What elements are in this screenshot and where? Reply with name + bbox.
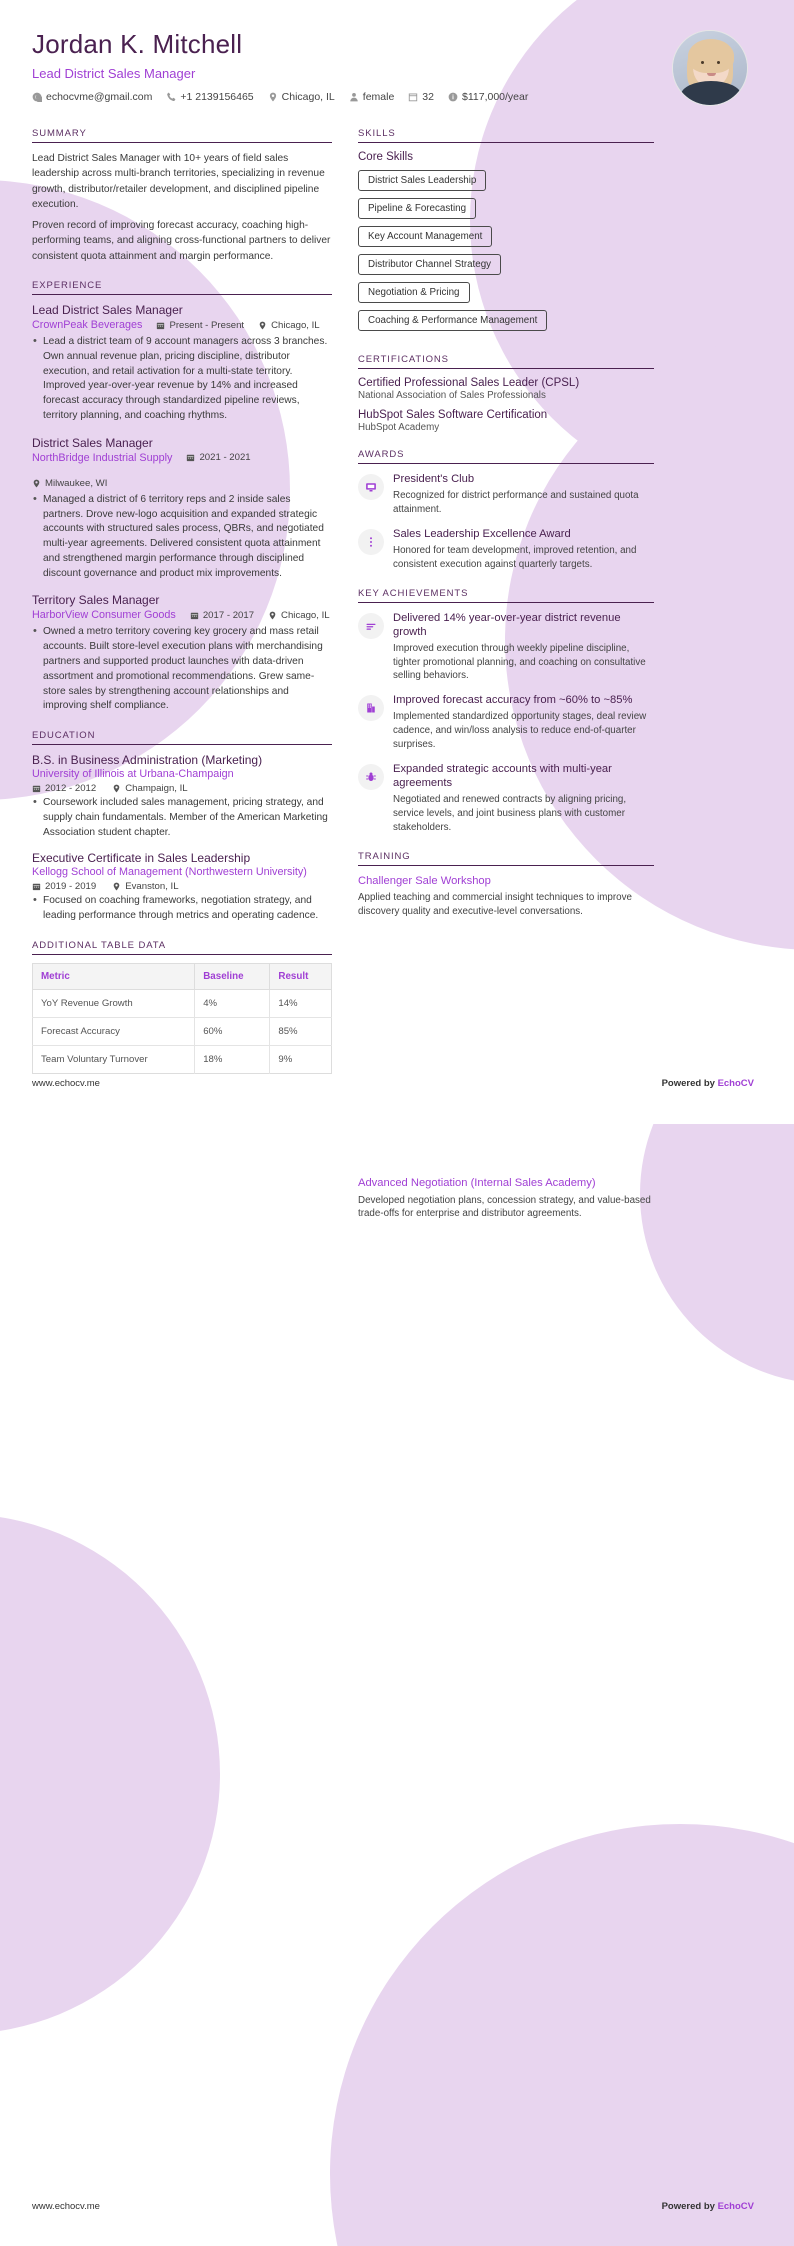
section-divider — [32, 294, 332, 295]
location-icon — [112, 882, 121, 891]
calendar-icon — [190, 611, 199, 620]
section-divider — [358, 142, 654, 143]
location-icon — [268, 611, 277, 620]
training-name[interactable]: Advanced Negotiation (Internal Sales Academy) — [358, 1177, 596, 1189]
footer-brand: EchoCV — [717, 2201, 754, 2212]
certifications-section-title: CERTIFICATIONS — [358, 354, 449, 365]
job-location — [32, 478, 107, 489]
experience-item — [32, 593, 332, 714]
table-column-header: Metric — [33, 964, 195, 990]
calendar-icon — [408, 92, 418, 102]
education-degree: Executive Certificate in Sales Leadership — [32, 851, 251, 866]
key-achievements-section — [358, 588, 654, 835]
additional-table-section — [32, 940, 332, 1074]
table-cell: Team Voluntary Turnover — [33, 1046, 195, 1074]
contact-email-text: echocvme@gmail.com — [46, 90, 153, 103]
table-row — [33, 1018, 332, 1046]
education-location-text: Champaign, IL — [125, 783, 188, 795]
dots-vertical-icon — [358, 529, 384, 555]
page-footer — [32, 2201, 754, 2212]
avatar — [672, 30, 748, 106]
award-item — [358, 527, 654, 572]
section-divider — [358, 368, 654, 369]
table-cell: 4% — [195, 990, 270, 1018]
certifications-section — [358, 354, 654, 433]
job-location-text: Chicago, IL — [281, 609, 330, 621]
job-bullet: • Owned a metro territory covering key grocery and mass retail accounts. Built store-level execution plans with merchandising partners and supported product launches with data-driven assortment and promotional recommendations. Grew same-store sales by strengthening account relationships and improving shelf compliance. — [32, 625, 332, 714]
location-icon — [258, 321, 267, 330]
contact-phone-text: +1 2139156465 — [180, 90, 254, 103]
skill-chip[interactable]: Negotiation & Pricing — [358, 282, 470, 303]
job-dates — [186, 452, 250, 463]
location-icon — [32, 479, 41, 488]
experience-section — [32, 280, 332, 714]
contact-email[interactable] — [32, 91, 152, 103]
job-location — [268, 610, 330, 621]
bug-icon — [358, 764, 384, 790]
calendar-icon — [32, 882, 41, 891]
table-cell: Forecast Accuracy — [33, 1018, 195, 1046]
achievement-name: Delivered 14% year-over-year district revenue growth — [393, 611, 621, 638]
training-name[interactable]: Challenger Sale Workshop — [358, 874, 491, 887]
job-company[interactable]: CrownPeak Beverages — [32, 319, 143, 332]
contact-salary-text: $117,000/year — [461, 90, 529, 103]
left-column — [32, 128, 332, 1090]
training-item — [358, 874, 654, 919]
page-title: Jordan K. Mitchell — [32, 29, 243, 59]
job-role-subtitle: Lead District Sales Manager — [32, 65, 196, 81]
award-description: Recognized for district performance and sustained quota attainment. — [393, 490, 639, 515]
contact-age — [408, 91, 434, 103]
building-icon — [358, 695, 384, 721]
skill-chip[interactable]: Coaching & Performance Management — [358, 310, 547, 331]
page-footer — [32, 1078, 754, 1089]
decorative-blob — [0, 1514, 220, 2034]
decorative-blob — [330, 1824, 794, 2246]
achievement-name: Improved forecast accuracy from ~60% to ~85% — [393, 694, 633, 707]
job-title: District Sales Manager — [32, 435, 153, 450]
education-location — [112, 881, 178, 892]
table-row — [33, 990, 332, 1018]
table-cell: 85% — [270, 1018, 332, 1046]
footer-brand: EchoCV — [717, 1078, 754, 1089]
contact-location — [268, 91, 335, 103]
footer-powered-by — [662, 1078, 754, 1089]
award-item — [358, 472, 654, 517]
summary-paragraph: Proven record of improving forecast accuracy, coaching high-performing teams, and aligning cross-functional partners to deliver consistent quota attainment and margin performance. — [32, 220, 331, 262]
contact-age-text: 32 — [422, 90, 434, 103]
job-location — [258, 320, 320, 331]
experience-item — [32, 436, 332, 582]
table-cell: 18% — [195, 1046, 270, 1074]
section-divider — [32, 954, 332, 955]
education-item — [32, 753, 332, 840]
table-section-title: ADDITIONAL TABLE DATA — [32, 940, 166, 952]
section-divider — [32, 744, 332, 745]
certification-org: HubSpot Academy — [358, 422, 440, 433]
section-divider — [358, 602, 654, 603]
job-bullets — [32, 335, 332, 424]
education-section-title: EDUCATION — [32, 730, 96, 742]
skills-subheading: Core Skills — [358, 151, 413, 163]
table-cell: 14% — [270, 990, 332, 1018]
footer-powered-prefix: Powered by — [661, 2201, 718, 2212]
section-divider — [32, 142, 332, 143]
key-achievements-section-title: KEY ACHIEVEMENTS — [358, 587, 469, 599]
skill-chip[interactable]: Key Account Management — [358, 226, 492, 247]
job-bullet: • Managed a district of 6 territory reps and 2 inside sales partners. Drove new-logo acquisition and expanded strategic accounts with structured sales process, QBRs, and negotiated multi-year agreements. Delivered consistent quota attainment and strengthened margin performance through disciplined discount governance and product mix improvements. — [32, 493, 332, 582]
table-cell: YoY Revenue Growth — [33, 990, 195, 1018]
training-description: Applied teaching and commercial insight techniques to improve discovery quality and executive-level conversations. — [358, 892, 632, 918]
table-cell: 9% — [278, 1054, 293, 1066]
award-description: Honored for team development, improved retention, and consistent execution against quarterly targets. — [393, 544, 637, 570]
certification-org: National Association of Sales Professionals — [358, 390, 546, 401]
certification-name: Certified Professional Sales Leader (CPSL) — [358, 377, 580, 389]
footer-website[interactable]: www.echocv.me — [32, 1078, 100, 1089]
skills-list — [358, 170, 654, 338]
job-company[interactable]: HarborView Consumer Goods — [32, 609, 176, 622]
skill-chip[interactable]: Pipeline & Forecasting — [358, 198, 476, 219]
education-location-text: Evanston, IL — [125, 881, 179, 893]
achievement-item — [358, 762, 654, 835]
experience-section-title: EXPERIENCE — [32, 280, 103, 292]
job-bullet: • Lead a district team of 9 account managers across 3 branches. Own annual revenue plan, pricing discipline, distributor execution, and retail activation for a multi-state territory. Improved year-over-year revenue by 14% and increased forecast accuracy through standardized pipeline reviews, territory planning, and coaching rhythms. — [32, 335, 332, 424]
awards-section — [358, 449, 654, 572]
table-column-header: Baseline — [195, 964, 270, 990]
achievement-text — [393, 693, 654, 752]
job-dates — [156, 320, 244, 331]
education-bullet: • Focused on coaching frameworks, negotiation strategy, and leading performance through metrics and operating cadence. — [32, 894, 332, 924]
contact-gender — [349, 91, 395, 103]
awards-section-title: AWARDS — [358, 449, 405, 460]
award-name: President's Club — [393, 473, 475, 485]
achievement-text — [393, 762, 654, 835]
job-dates-text: 2017 - 2017 — [202, 609, 255, 621]
summary-section — [32, 128, 332, 264]
footer-powered-prefix: Powered by — [661, 1078, 718, 1089]
person-icon — [349, 92, 359, 102]
award-name: Sales Leadership Excellence Award — [393, 527, 571, 540]
certification-item — [358, 409, 654, 433]
contact-salary — [448, 91, 528, 103]
education-dates-text: 2019 - 2019 — [45, 881, 97, 893]
metrics-table — [32, 963, 332, 1074]
training-section — [358, 851, 654, 919]
education-dates — [32, 783, 96, 794]
email-icon — [32, 92, 42, 102]
certification-name: HubSpot Sales Software Certification — [358, 409, 548, 421]
skills-section-title: SKILLS — [358, 128, 396, 139]
job-company[interactable]: NorthBridge Industrial Supply — [32, 451, 173, 464]
contact-phone[interactable] — [166, 91, 253, 103]
certification-item — [358, 377, 654, 401]
summary-section-title: SUMMARY — [32, 128, 87, 139]
job-dates-text: 2021 - 2021 — [199, 452, 251, 464]
achievement-name: Expanded strategic accounts with multi-year agreements — [393, 763, 612, 790]
resume-header — [32, 30, 754, 106]
training-section-title: TRAINING — [358, 850, 411, 862]
skill-chip[interactable]: Distributor Channel Strategy — [358, 254, 501, 275]
training-item — [358, 1176, 654, 1221]
contact-row — [32, 91, 528, 103]
table-row — [33, 1046, 332, 1074]
location-icon — [112, 784, 121, 793]
award-text — [393, 472, 654, 517]
skills-section — [358, 128, 654, 338]
education-bullets — [32, 894, 332, 924]
job-title: Lead District Sales Manager — [32, 303, 183, 318]
skill-chip[interactable]: District Sales Leadership — [358, 170, 486, 191]
footer-website[interactable]: www.echocv.me — [32, 2201, 100, 2212]
education-dates — [32, 881, 96, 892]
right-column — [358, 128, 654, 935]
award-text — [393, 527, 654, 572]
phone-icon — [166, 92, 176, 102]
education-school[interactable]: University of Illinois at Urbana-Champaign — [32, 768, 234, 781]
lines-icon — [358, 613, 384, 639]
table-cell: 60% — [195, 1018, 270, 1046]
info-icon — [448, 92, 458, 102]
education-section — [32, 730, 332, 924]
education-location — [112, 783, 187, 794]
job-dates — [190, 610, 254, 621]
calendar-icon — [156, 321, 165, 330]
experience-item — [32, 303, 332, 424]
location-icon — [268, 92, 278, 102]
summary-paragraph: Lead District Sales Manager with 10+ years of field sales leadership across multi-branch territories, specializing in revenue growth, distributor/retailer development, and disciplined pipeline execution. — [32, 153, 325, 210]
education-bullets — [32, 796, 332, 840]
contact-gender-text: female — [362, 90, 395, 103]
training-description: Developed negotiation plans, concession strategy, and value-based trade-offs for enterprise and distributor agreements. — [358, 1194, 651, 1220]
education-item — [32, 851, 332, 924]
table-header-row — [33, 964, 332, 990]
header-identity — [32, 30, 528, 103]
monitor-icon — [358, 474, 384, 500]
education-bullet: • Coursework included sales management, pricing strategy, and supply chain fundamentals. Member of the American Marketing Association student chapter. — [32, 796, 332, 840]
section-divider — [358, 463, 654, 464]
job-location-text: Chicago, IL — [271, 319, 320, 331]
achievement-item — [358, 693, 654, 752]
job-bullets — [32, 625, 332, 714]
achievement-item — [358, 611, 654, 684]
job-location-text: Milwaukee, WI — [45, 477, 108, 489]
right-column-page2 — [358, 1176, 654, 1231]
contact-location-text: Chicago, IL — [281, 90, 335, 103]
education-school[interactable]: Kellogg School of Management (Northwestern University) — [32, 866, 307, 879]
calendar-icon — [32, 784, 41, 793]
job-bullets — [32, 493, 332, 582]
education-degree: B.S. in Business Administration (Marketing) — [32, 753, 263, 768]
achievement-text — [393, 611, 654, 684]
calendar-icon — [186, 453, 195, 462]
achievement-description: Improved execution through weekly pipeline discipline, tighter promotional planning, and coaching on consultative selling behaviors. — [393, 642, 646, 682]
job-dates-text: Present - Present — [169, 319, 245, 331]
section-divider — [358, 865, 654, 866]
footer-powered-by — [662, 2201, 754, 2212]
resume-page-2 — [0, 1123, 794, 2246]
education-dates-text: 2012 - 2012 — [45, 783, 97, 795]
achievement-description: Negotiated and renewed contracts by aligning pricing, service levels, and joint business plans with customer stakeholders. — [393, 794, 627, 833]
achievement-description: Implemented standardized opportunity stages, deal review cadence, and win/loss analysis to reduce end-of-quarter surprises. — [393, 711, 647, 751]
job-title: Territory Sales Manager — [32, 593, 160, 608]
table-column-header: Result — [270, 964, 332, 990]
